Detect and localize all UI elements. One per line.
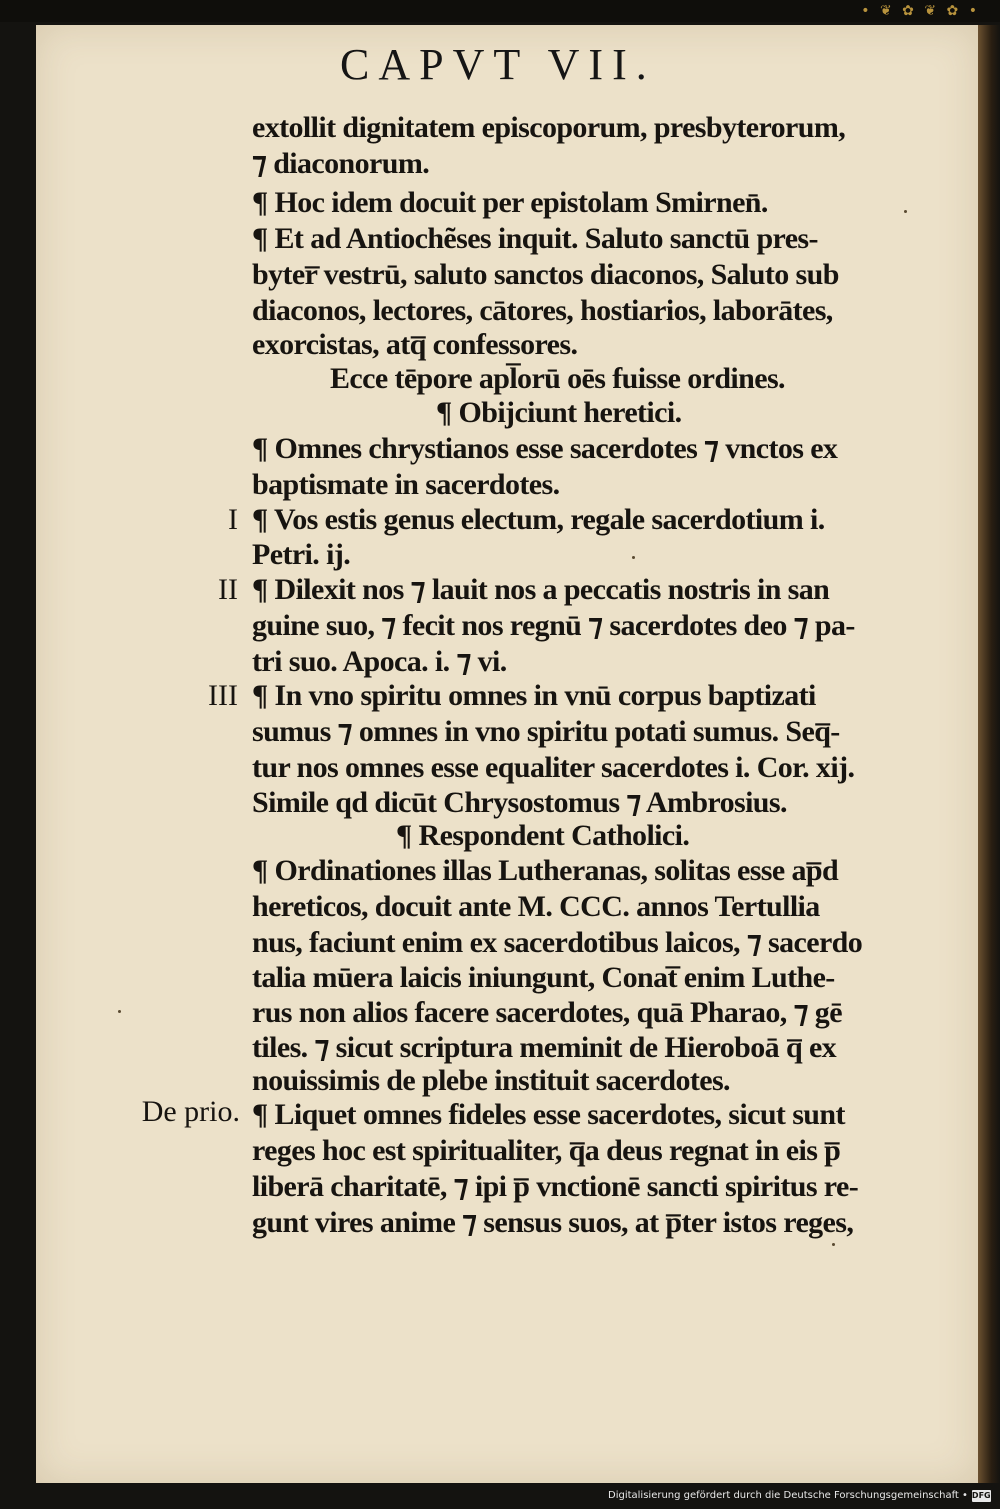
text-line: reges hoc est spiritualiter, q̅a deus regnat in eis p̅ xyxy=(252,1134,841,1167)
text-line: tiles. ⁊ sicut scriptura meminit de Hieroboā q̅ ex xyxy=(252,1031,837,1064)
text-line: ¶ Liquet omnes fideles esse sacerdotes, sicut sunt xyxy=(252,1098,845,1131)
digitization-credit xyxy=(608,1488,991,1504)
paper-speck xyxy=(118,1010,121,1013)
text-line: Simile qd dicūt Chrysostomus ⁊ Ambrosius. xyxy=(252,786,787,819)
text-line: liberā charitatē, ⁊ ipi p̅ vnctionē sancti spiritus re‐ xyxy=(252,1170,859,1203)
text-line: Petri. ij. xyxy=(252,538,351,571)
section-heading: ¶ Respondent Catholici. xyxy=(396,819,690,852)
text-line: ⁊ diaconorum. xyxy=(252,147,430,180)
text-line: exorcistas, atq̅ confessores. xyxy=(252,328,578,361)
top-strip xyxy=(0,0,1000,22)
text-line: ¶ Vos estis genus electum, regale sacerdotium i. xyxy=(252,503,825,536)
paper-speck xyxy=(904,210,907,213)
text-line: guine suo, ⁊ fecit nos regnū ⁊ sacerdotes deo ⁊ pa‐ xyxy=(252,609,855,642)
text-line: tri suo. Apoca. i. ⁊ vi. xyxy=(252,645,507,678)
text-line: nus, faciunt enim ex sacerdotibus laicos, ⁊ sacerdo xyxy=(252,926,863,959)
section-heading: ¶ Obijciunt heretici. xyxy=(436,396,682,429)
text-line: ¶ Et ad Antiochẽses inquit. Saluto sanctū pres‐ xyxy=(252,222,818,255)
text-line: diaconos, lectores, cātores, hostiarios, laborātes, xyxy=(252,294,833,327)
text-line: extollit dignitatem episcoporum, presbyterorum, xyxy=(252,111,846,144)
margin-numeral-iii: III xyxy=(208,679,238,712)
margin-numeral-ii: II xyxy=(218,573,238,606)
text-line: ¶ Omnes chrystianos esse sacerdotes ⁊ vnctos ex xyxy=(252,432,838,465)
margin-numeral-i: I xyxy=(228,503,238,536)
text-line: sumus ⁊ omnes in vno spiritu potati sumus. Seq̅‐ xyxy=(252,715,840,748)
text-line: hereticos, docuit ante M. CCC. annos Tertullia xyxy=(252,890,820,923)
text-line: tur nos omnes esse equaliter sacerdotes i. Cor. xij. xyxy=(252,751,855,784)
text-line: byter̅ vestrū, saluto sanctos diaconos, Saluto sub xyxy=(252,258,839,291)
dfg-logo: DFG xyxy=(971,1491,991,1500)
paper-speck xyxy=(832,1243,835,1246)
text-line: nouissimis de plebe instituit sacerdotes. xyxy=(252,1064,730,1097)
text-line: baptismate in sacerdotes. xyxy=(252,468,560,501)
text-line: ¶ In vno spiritu omnes in vnū corpus baptizati xyxy=(252,679,816,712)
margin-note-de-prio: De prio. xyxy=(141,1095,240,1128)
text-line: ¶ Hoc idem docuit per epistolam Smirnen̄. xyxy=(252,186,768,219)
running-head: CAPVT VII. xyxy=(340,40,656,89)
credit-text: Digitalisierung gefördert durch die Deutsche Forschungsgemeinschaft • xyxy=(608,1490,968,1501)
section-line: Ecce tēpore apl̅orū oēs fuisse ordines. xyxy=(330,362,785,395)
page-edge-shadow xyxy=(978,25,1000,1483)
binding-ornament: • ❦ ✿ ❦ ✿ • xyxy=(861,3,980,19)
text-line: talia mūera laicis iniungunt, Conat̅ enim Luthe‐ xyxy=(252,961,835,994)
text-line: ¶ Ordinationes illas Lutheranas, solitas esse ap̅d xyxy=(252,854,839,887)
text-line: gunt vires anime ⁊ sensus suos, at p̅ter istos reges, xyxy=(252,1206,854,1239)
text-line: ¶ Dilexit nos ⁊ lauit nos a peccatis nostris in san xyxy=(252,573,830,606)
text-line: rus non alios facere sacerdotes, quā Pharao, ⁊ gē xyxy=(252,996,842,1029)
paper-speck xyxy=(632,556,635,559)
